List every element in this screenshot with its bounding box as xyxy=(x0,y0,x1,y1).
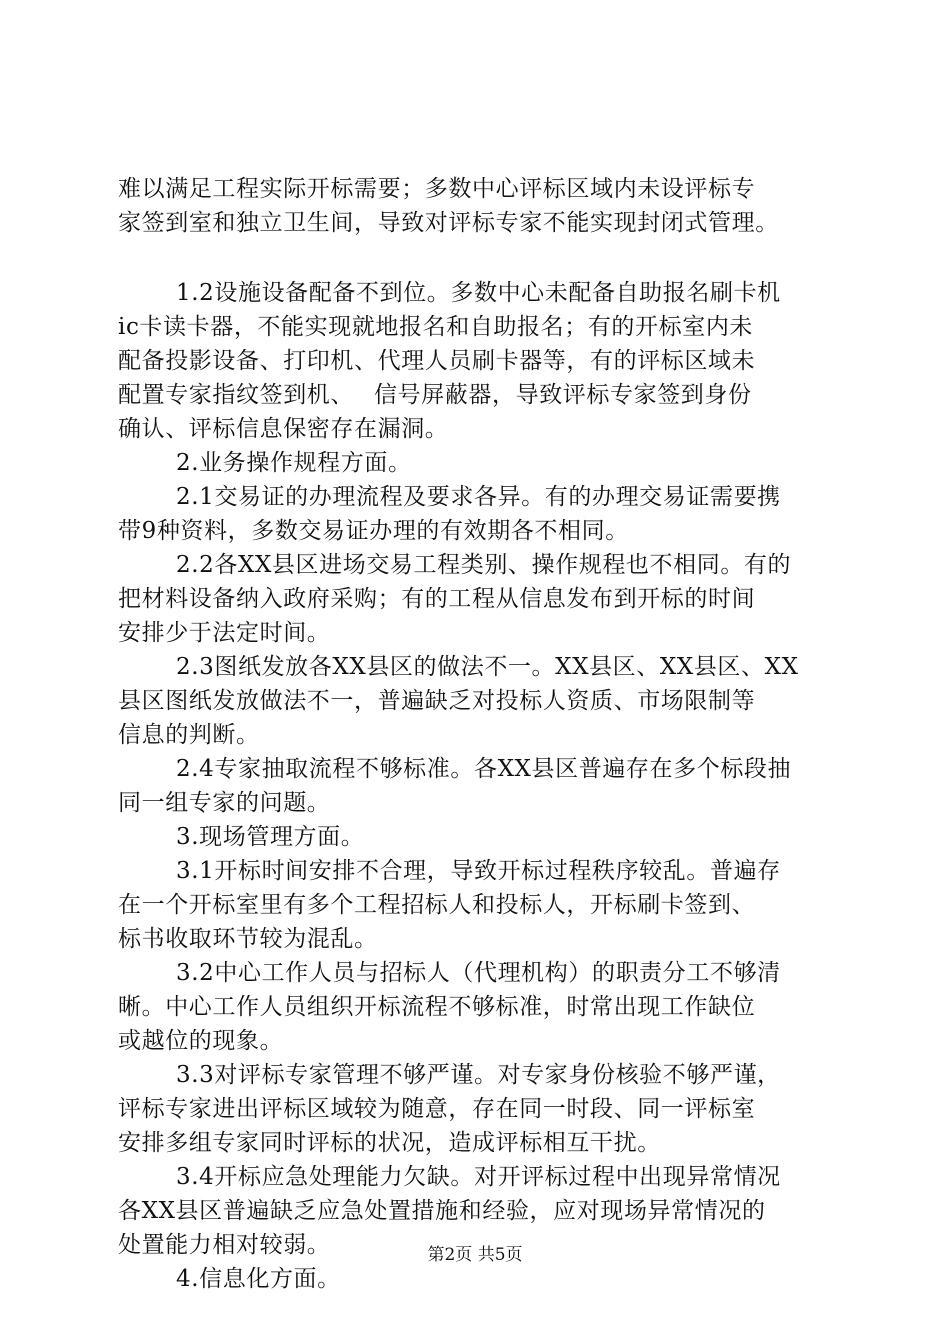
page-number-footer: 第2页 共5页 xyxy=(427,1245,523,1265)
text-line: 或越位的现象。 xyxy=(118,1028,284,1054)
text-line: 在一个开标室里有多个工程招标人和投标人，开标刷卡签到、 xyxy=(118,892,756,918)
text-line: 配备投影设备、打印机、代理人员刷卡器等，有的评标区域未 xyxy=(118,348,756,374)
text-line: 处置能力相对较弱。 xyxy=(118,1232,331,1258)
text-line: 带9种资料，多数交易证办理的有效期各不相同。 xyxy=(118,518,629,544)
text-line: 把材料设备纳入政府采购；有的工程从信息发布到开标的时间 xyxy=(118,586,756,612)
section-3-2-heading: 3.2中心工作人员与招标人（代理机构）的职责分工不够清 xyxy=(176,960,781,986)
text-line: 难以满足工程实际开标需要；多数中心评标区域内未设评标专 xyxy=(118,176,756,202)
text-line: 确认、评标信息保密存在漏洞。 xyxy=(118,416,449,442)
text-line: 安排少于法定时间。 xyxy=(118,620,331,646)
text-line: 标书收取环节较为混乱。 xyxy=(118,926,378,952)
text-line: 评标专家进出评标区域较为随意，存在同一时段、同一评标室 xyxy=(118,1096,756,1122)
text-line: 县区图纸发放做法不一，普遍缺乏对投标人资质、市场限制等 xyxy=(118,688,756,714)
section-3-4-heading: 3.4开标应急处理能力欠缺。对开评标过程中出现异常情况 xyxy=(176,1164,781,1190)
paragraph-gap xyxy=(118,240,836,276)
section-2-3-heading: 2.3图纸发放各XX县区的做法不一。XX县区、XX县区、XX xyxy=(176,654,799,680)
document-body xyxy=(118,172,836,1296)
text-line: 安排多组专家同时评标的状况，造成评标相互干扰。 xyxy=(118,1130,661,1156)
text-line: ic卡读卡器，不能实现就地报名和自助报名；有的开标室内未 xyxy=(118,314,754,340)
section-4-heading: 4.信息化方面。 xyxy=(176,1266,341,1292)
text-line: 信息的判断。 xyxy=(118,722,260,748)
text-line: 各XX县区普遍缺乏应急处置措施和经验，应对现场异常情况的 xyxy=(118,1198,766,1224)
section-3-3-heading: 3.3对评标专家管理不够严谨。对专家身份核验不够严谨， xyxy=(176,1062,781,1088)
section-2-1-heading: 2.1交易证的办理流程及要求各异。有的办理交易证需要携 xyxy=(176,484,781,510)
text-line: 家签到室和独立卫生间，导致对评标专家不能实现封闭式管理。 xyxy=(118,210,779,236)
section-2-4-heading: 2.4专家抽取流程不够标准。各XX县区普遍存在多个标段抽 xyxy=(176,756,792,782)
text-line: 配置专家指纹签到机、 信号屏蔽器，导致评标专家签到身份 xyxy=(118,382,752,408)
section-3-heading: 3.现场管理方面。 xyxy=(176,824,365,850)
text-line: 同一组专家的问题。 xyxy=(118,790,331,816)
section-2-2-heading: 2.2各XX县区进场交易工程类别、操作规程也不相同。有的 xyxy=(176,552,792,578)
text-line: 晰。中心工作人员组织开标流程不够标准，时常出现工作缺位 xyxy=(118,994,756,1020)
section-2-heading: 2.业务操作规程方面。 xyxy=(176,450,412,476)
section-3-1-heading: 3.1开标时间安排不合理，导致开标过程秩序较乱。普遍存 xyxy=(176,858,781,884)
section-1-2-heading: 1.2设施设备配备不到位。多数中心未配备自助报名刷卡机 xyxy=(176,280,781,306)
